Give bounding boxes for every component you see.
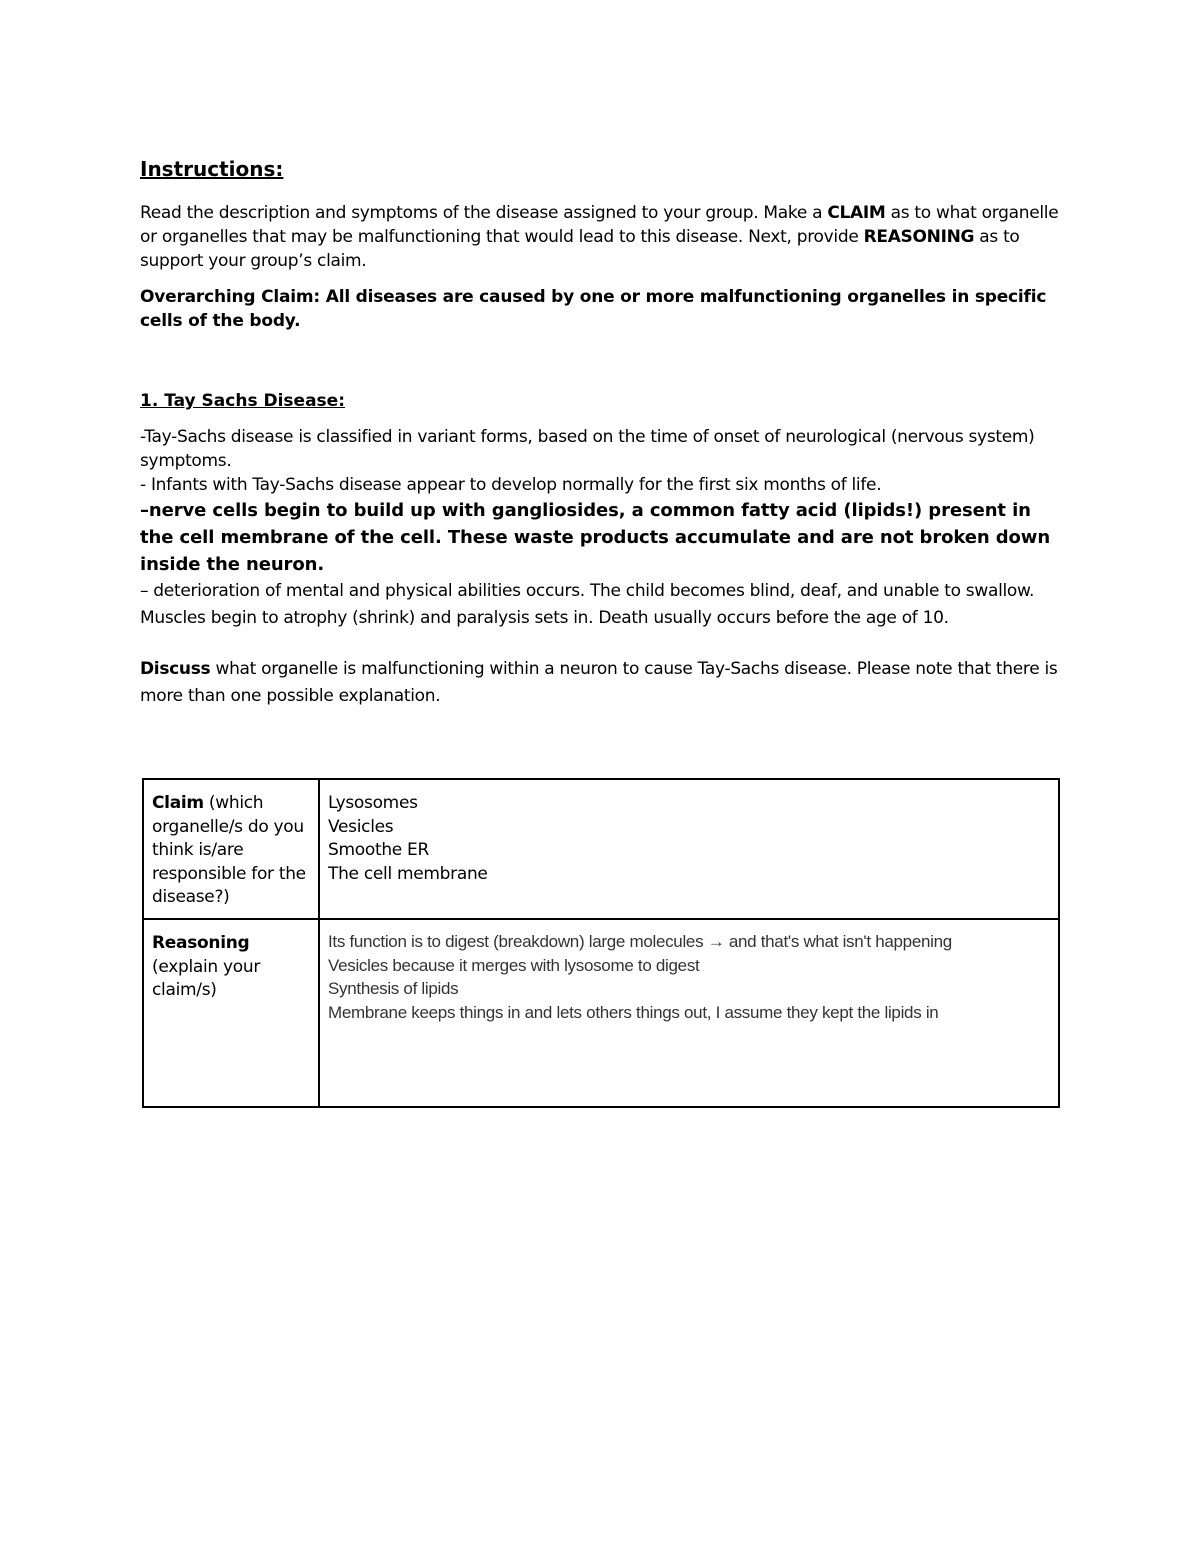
reasoning-row (143, 919, 1059, 1107)
reasoning-answer-3: Synthesis of lipids (328, 979, 459, 998)
reasoning-label: Reasoning (152, 933, 250, 953)
overarching-claim (140, 285, 1062, 333)
discuss-paragraph (140, 656, 1062, 710)
section-title: 1. Tay Sachs Disease: (140, 391, 345, 411)
reasoning-answer-4: Membrane keeps things in and lets others things out, I assume they kept the lipids in (328, 1002, 939, 1022)
claim-label: Claim (152, 793, 204, 813)
reasoning-answer-1: Its function is to digest (breakdown) large molecules → and that's what isn't happening (328, 932, 952, 951)
claim-reasoning-table (142, 778, 1060, 1108)
reasoning-label-cell (143, 919, 319, 1107)
reasoning-answer-2: Vesicles because it merges with lysosome to digest (328, 955, 700, 975)
description-line-3: –nerve cells begin to build up with gangliosides, a common fatty acid (lipids!) present in the cell membrane of the cell. These waste products accumulate and are not broken down inside the neuron. (140, 500, 1051, 575)
overarching-claim-label: Overarching Claim (140, 287, 314, 307)
claim-answer-cell[interactable] (319, 779, 1059, 919)
instructions-heading: Instructions: (140, 157, 284, 181)
discuss-label: Discuss (140, 659, 211, 679)
description-line-4: – deterioration of mental and physical abilities occurs. The child becomes blind, deaf, and unable to swallow. Muscles begin to atrophy (shrink) and paralysis sets in. Death usually occurs before the age of 10. (140, 581, 1035, 628)
reasoning-hint: (explain your claim/s) (152, 956, 261, 1000)
description-line-2: - Infants with Tay-Sachs disease appear to develop normally for the first six months of life. (140, 475, 882, 495)
claim-answer-4: The cell membrane (328, 863, 488, 884)
document-page (140, 155, 1062, 727)
claim-keyword: CLAIM (827, 203, 886, 223)
reasoning-answer-cell[interactable] (319, 919, 1059, 1107)
claim-answer-1: Lysosomes (328, 793, 418, 813)
instructions-text-b: as to what organelle or organelles that may be malfunctioning that would lead to this disease. Next, provide (140, 203, 1059, 247)
claim-answer-2: Vesicles (328, 816, 394, 837)
claim-row (143, 779, 1059, 919)
instructions-text-c: as to support your group’s claim. (140, 227, 1020, 271)
claim-label-cell (143, 779, 319, 919)
instructions-paragraph (140, 201, 1062, 273)
description-line-1: -Tay-Sachs disease is classified in variant forms, based on the time of onset of neurological (nervous system) symptoms. (140, 427, 1035, 471)
claim-hint: (which organelle/s do you think is/are responsible for the disease?) (152, 793, 306, 907)
discuss-text: what organelle is malfunctioning within a neuron to cause Tay-Sachs disease. Please note that there is more than one possible explanation. (140, 659, 1058, 706)
instructions-text-a: Read the description and symptoms of the disease assigned to your group. Make a (140, 203, 828, 223)
disease-description (140, 425, 1062, 632)
reasoning-keyword: REASONING (863, 227, 975, 247)
claim-answer-3: Smoothe ER (328, 840, 430, 860)
overarching-claim-text: : All diseases are caused by one or more malfunctioning organelles in specific cells of the body. (140, 287, 1047, 331)
